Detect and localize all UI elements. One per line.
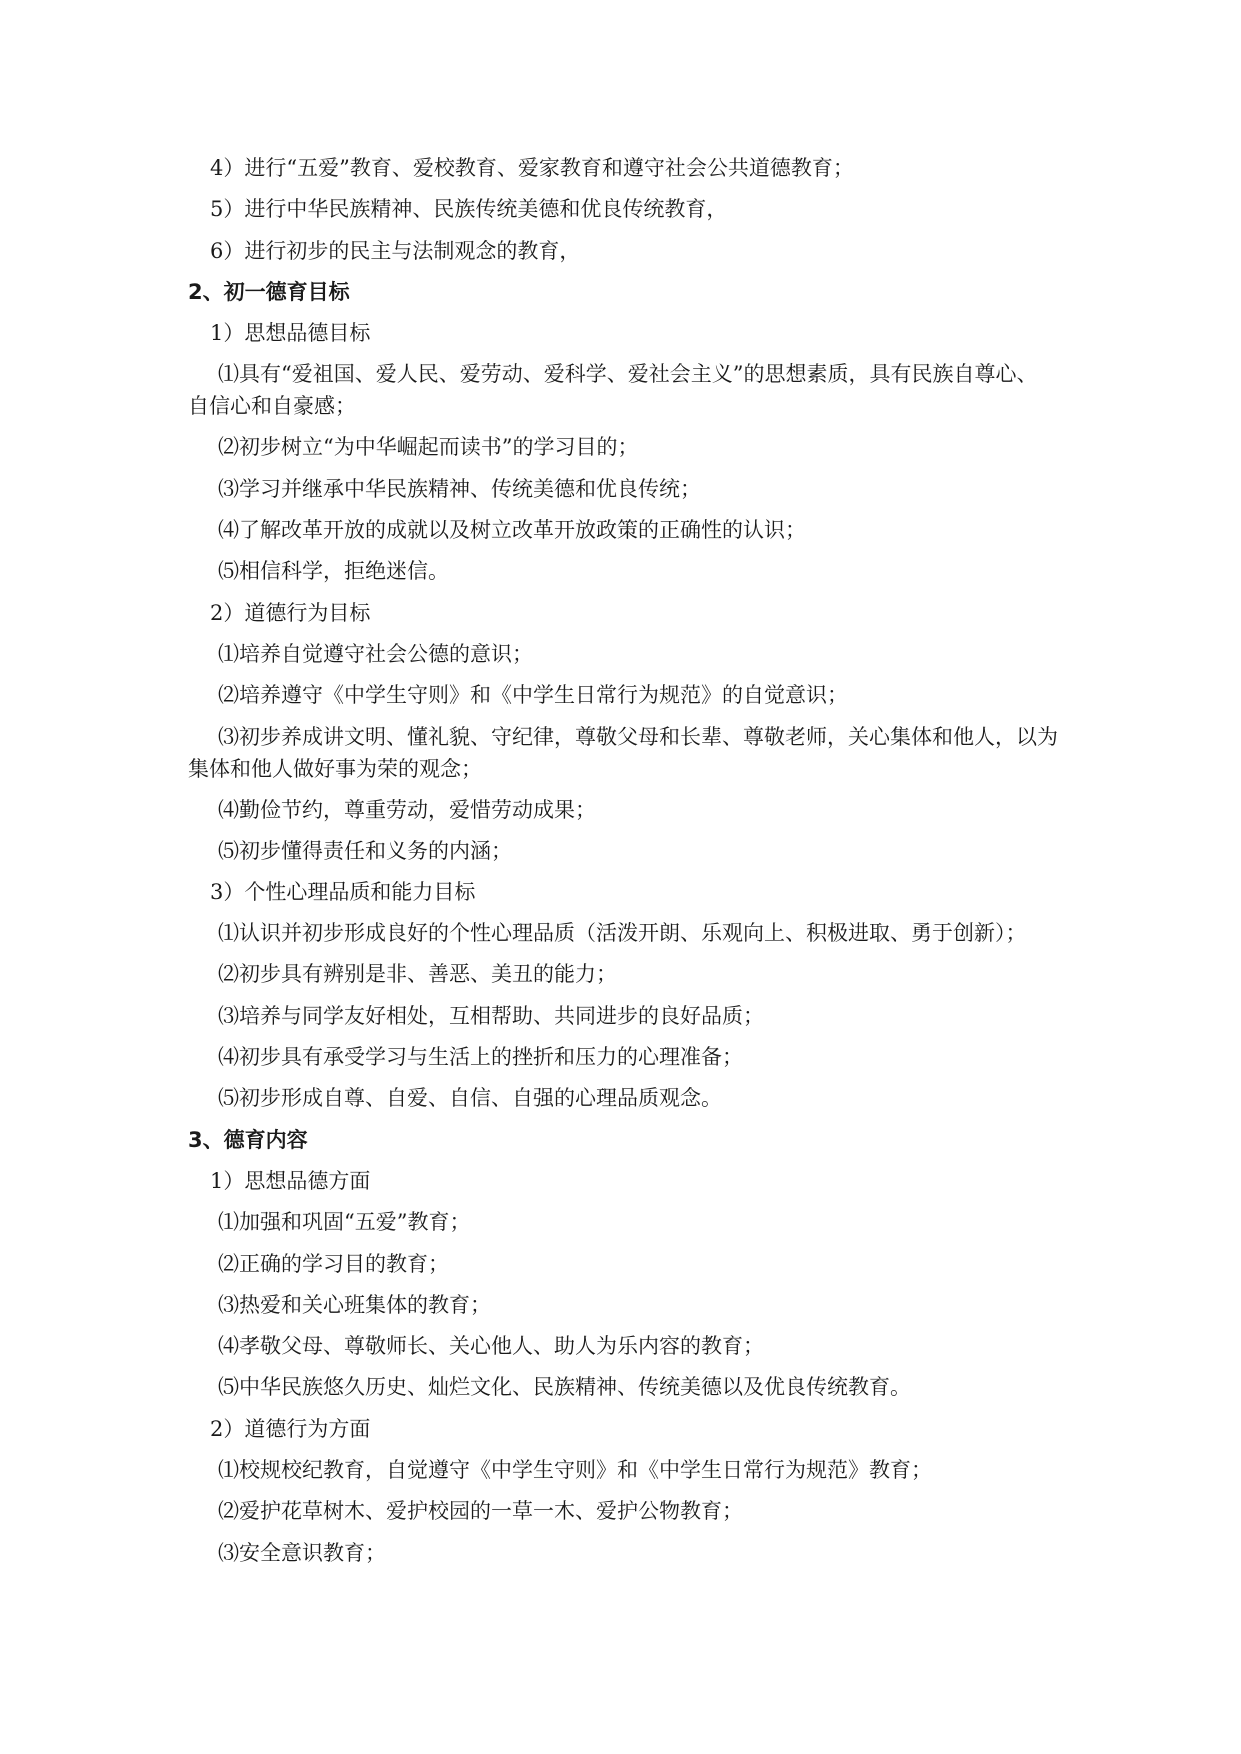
list-item: 6）进行初步的民主与法制观念的教育， xyxy=(210,238,581,263)
list-item: ⑸中华民族悠久历史、灿烂文化、民族精神、传统美德以及优良传统教育。 xyxy=(218,1375,911,1400)
list-item: ⑵初步具有辨别是非、善恶、美丑的能力； xyxy=(218,962,617,987)
list-item: ⑸相信科学，拒绝迷信。 xyxy=(218,559,449,584)
list-item: 5）进行中华民族精神、民族传统美德和优良传统教育， xyxy=(210,197,728,222)
paragraph: ⑶初步养成讲文明、懂礼貌、守纪律，尊敬父母和长辈、尊敬老师，关心集体和他人，以为集体和他人做好事为荣的观念； xyxy=(188,724,1058,781)
list-item: ⑶学习并继承中华民族精神、传统美德和优良传统； xyxy=(218,476,701,501)
section-heading: 2、初一德育目标 xyxy=(188,279,350,304)
list-item: ⑷孝敬父母、尊敬师长、关心他人、助人为乐内容的教育； xyxy=(218,1334,764,1359)
list-item: ⑷初步具有承受学习与生活上的挫折和压力的心理准备； xyxy=(218,1045,743,1070)
list-item: 4）进行“五爱”教育、爱校教育、爱家教育和遵守社会公共道德教育； xyxy=(210,156,854,180)
list-item: ⑵正确的学习目的教育； xyxy=(218,1251,449,1276)
paragraph: ⑴具有“爱祖国、爱人民、爱劳动、爱科学、爱社会主义”的思想素质，具有民族自尊心、自信心和自豪感； xyxy=(188,362,1038,419)
document-body xyxy=(188,148,1058,1574)
list-item: ⑵爱护花草树木、爱护校园的一草一木、爱护公物教育； xyxy=(218,1499,743,1524)
list-item: ⑸初步懂得责任和义务的内涵； xyxy=(218,838,512,863)
list-item: ⑵培养遵守《中学生守则》和《中学生日常行为规范》的自觉意识； xyxy=(218,683,848,708)
list-item: ⑵初步树立“为中华崛起而读书”的学习目的； xyxy=(218,435,639,460)
list-item: ⑶安全意识教育； xyxy=(218,1540,386,1565)
subsection-heading: 1）思想品德方面 xyxy=(210,1168,371,1193)
subsection-heading: 2）道德行为方面 xyxy=(210,1416,371,1441)
subsection-heading: 2）道德行为目标 xyxy=(210,600,371,625)
list-item: ⑷勤俭节约，尊重劳动，爱惜劳动成果； xyxy=(218,797,596,822)
subsection-heading: 1）思想品德目标 xyxy=(210,321,371,346)
list-item: ⑴培养自觉遵守社会公德的意识； xyxy=(218,641,533,666)
list-item: ⑷了解改革开放的成就以及树立改革开放政策的正确性的认识； xyxy=(218,518,806,543)
section-heading: 3、德育内容 xyxy=(188,1127,308,1152)
list-item: ⑶培养与同学友好相处，互相帮助、共同进步的良好品质； xyxy=(218,1003,764,1028)
list-item: ⑶热爱和关心班集体的教育； xyxy=(218,1292,491,1317)
list-item: ⑴校规校纪教育，自觉遵守《中学生守则》和《中学生日常行为规范》教育； xyxy=(218,1458,932,1483)
list-item: ⑸初步形成自尊、自爱、自信、自强的心理品质观念。 xyxy=(218,1086,722,1111)
paragraph: ⑴认识并初步形成良好的个性心理品质（活泼开朗、乐观向上、积极进取、勇于创新）； xyxy=(218,921,1027,946)
subsection-heading: 3）个性心理品质和能力目标 xyxy=(210,880,476,905)
list-item: ⑴加强和巩固“五爱”教育； xyxy=(218,1210,471,1235)
